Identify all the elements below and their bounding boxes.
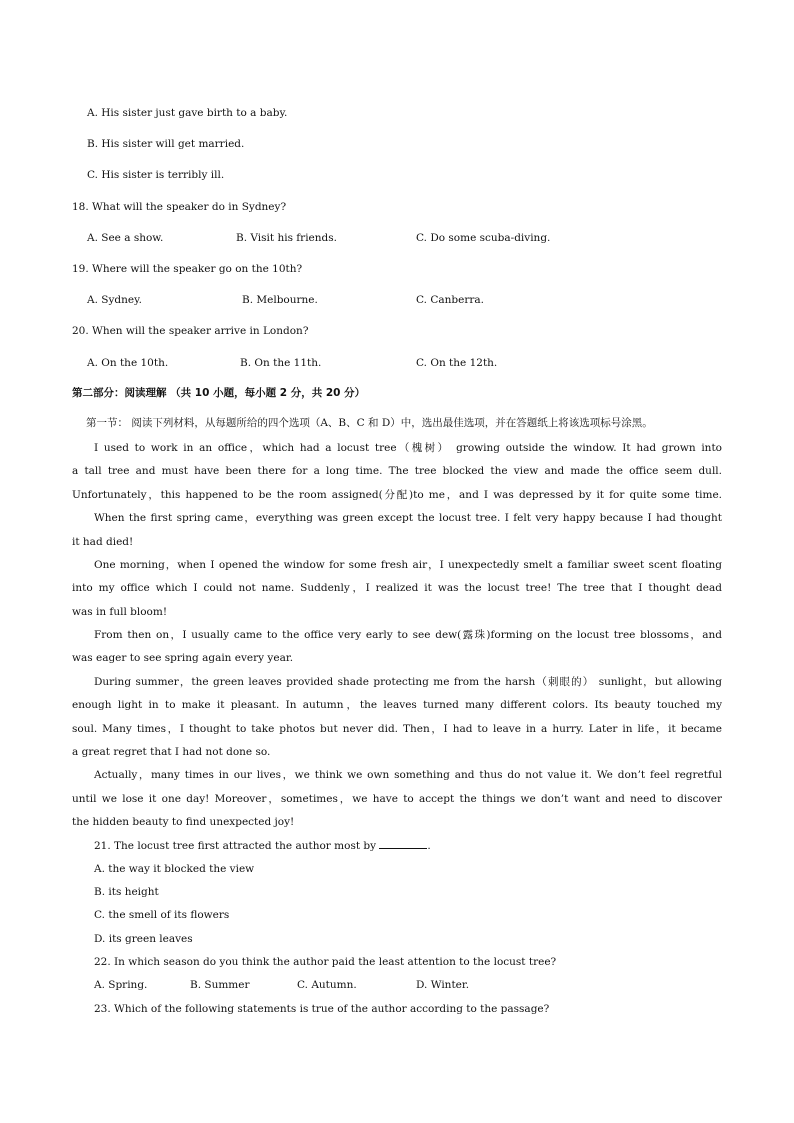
- answer-blank: [379, 838, 427, 849]
- part2-heading: 第二部分：阅读理解 （共 10 小题，每小题 2 分，共 20 分）: [72, 387, 366, 399]
- q18-option-b: B. Visit his friends.: [236, 232, 337, 244]
- q23-question: 23. Which of the following statements is true of the author according to the passage?: [94, 1003, 550, 1015]
- q18-option-c: C. Do some scuba-diving.: [416, 232, 551, 244]
- q20-option-b: B. On the 11th.: [240, 357, 322, 369]
- q22-option-a: A. Spring.: [94, 979, 148, 991]
- passage-line: the hidden beauty to find unexpected joy!: [72, 816, 295, 828]
- q22-option-b: B. Summer: [190, 979, 250, 991]
- q21-question-end: .: [427, 840, 431, 852]
- q22-option-d: D. Winter.: [416, 979, 470, 991]
- q19-option-a: A. Sydney.: [87, 294, 142, 306]
- passage-line: Actually，many times in our lives，we think we own something and thus do not value it. We don’t feel regretful: [94, 769, 722, 781]
- q19-option-b: B. Melbourne.: [242, 294, 318, 306]
- passage-line: it had died!: [72, 536, 134, 548]
- passage-line: I used to work in an office，which had a locust tree（槐树） growing outside the window. It had grown into: [94, 442, 722, 454]
- q17-option-a: A. His sister just gave birth to a baby.: [87, 107, 288, 119]
- passage-line: was eager to see spring again every year.: [72, 652, 294, 664]
- q21-question: [94, 838, 431, 853]
- passage-line: Unfortunately，this happened to be the room assigned(分配)to me，and I was depressed by it for quite some time.: [72, 489, 722, 501]
- passage-line: One morning，when I opened the window for some fresh air，I unexpectedly smelt a familiar sweet scent floating: [94, 559, 722, 571]
- section1-instructions: 第一节： 阅读下列材料，从每题所给的四个选项（A、B、C 和 D）中，选出最佳选项，并在答题纸上将该选项标号涂黑。: [86, 417, 653, 429]
- q22-question: 22. In which season do you think the author paid the least attention to the locust tree?: [94, 956, 557, 968]
- q19-option-c: C. Canberra.: [416, 294, 484, 306]
- q19-question: 19. Where will the speaker go on the 10th?: [72, 263, 303, 275]
- q17-option-c: C. His sister is terribly ill.: [87, 169, 225, 181]
- passage-line: until we lose it one day! Moreover，sometimes，we have to accept the things we don’t want and need to discover: [72, 793, 722, 805]
- q21-option-c: C. the smell of its flowers: [94, 909, 230, 921]
- q18-option-a: A. See a show.: [87, 232, 164, 244]
- passage-line: a tall tree and must have been there for a long time. The tree blocked the view and made the office seem dull.: [72, 465, 722, 477]
- q20-question: 20. When will the speaker arrive in London?: [72, 325, 309, 337]
- passage-line: enough light in to make it pleasant. In autumn，the leaves turned many different colors. Its beauty touched my: [72, 699, 722, 711]
- passage-line: a great regret that I had not done so.: [72, 746, 271, 758]
- passage-line: When the first spring came，everything was green except the locust tree. I felt very happy because I had thought: [94, 512, 722, 524]
- q18-question: 18. What will the speaker do in Sydney?: [72, 201, 287, 213]
- q21-option-a: A. the way it blocked the view: [94, 863, 255, 875]
- q17-option-b: B. His sister will get married.: [87, 138, 245, 150]
- q20-option-c: C. On the 12th.: [416, 357, 498, 369]
- q21-option-b: B. its height: [94, 886, 159, 898]
- q20-option-a: A. On the 10th.: [87, 357, 169, 369]
- passage-line: was in full bloom!: [72, 606, 168, 618]
- passage-line: soul. Many times，I thought to take photos but never did. Then，I had to leave in a hurry. Later in life，it became: [72, 723, 722, 735]
- q22-option-c: C. Autumn.: [297, 979, 357, 991]
- passage-line: into my office which I could not name. Suddenly，I realized it was the locust tree! The tree that I thought dead: [72, 582, 722, 594]
- passage-line: From then on，I usually came to the office very early to see dew(露珠)forming on the locust tree blossoms，and: [94, 629, 722, 641]
- q21-question-text: 21. The locust tree first attracted the author most by: [94, 840, 377, 852]
- passage-line: During summer，the green leaves provided shade protecting me from the harsh（刺眼的） sunlight，but allowing: [94, 676, 722, 688]
- q21-option-d: D. its green leaves: [94, 933, 193, 945]
